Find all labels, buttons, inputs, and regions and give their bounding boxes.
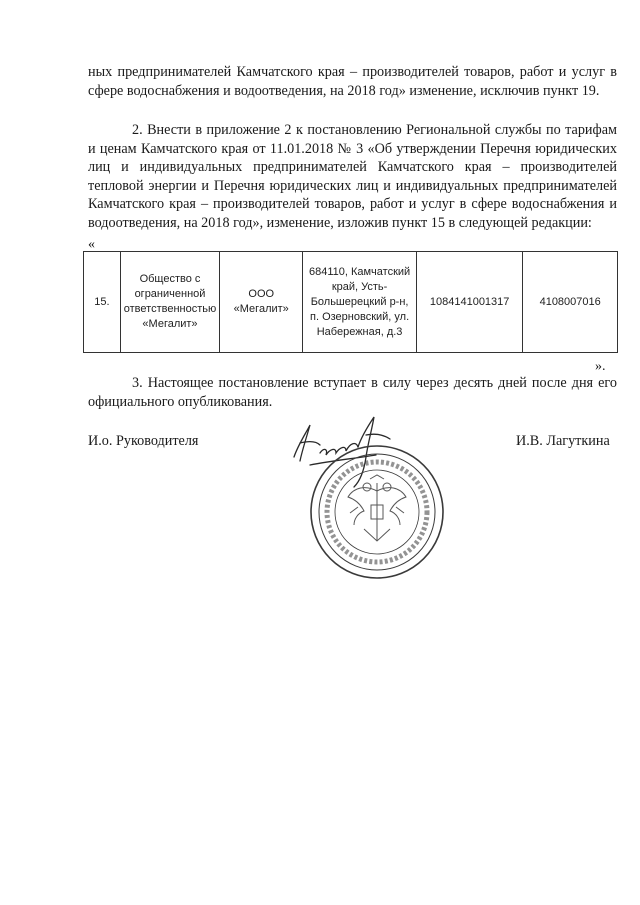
- amendment-table: [83, 251, 618, 353]
- quote-close: ».: [595, 359, 606, 374]
- handwritten-signature-icon: [294, 417, 390, 487]
- paragraph-continued: ных предпринимателей Камчатского края – производителей товаров, работ и услуг в сфере водоснабжения и водоотведения, на 2018 год» изменение, исключив пункт 19.: [88, 64, 617, 99]
- cell-ogrn: 1084141001317: [416, 252, 522, 353]
- paragraph-3: 3. Настоящее постановление вступает в силу через десять дней после дня его официального опубликования.: [88, 375, 617, 410]
- quote-open: «: [88, 237, 95, 252]
- table-row: [84, 252, 618, 353]
- signer-name: И.В. Лагуткина: [516, 433, 610, 449]
- stamp-seal-icon: [311, 446, 443, 578]
- cell-address: 684110, Камчатский край, Усть-Большерецкий р-н, п. Озерновский, ул. Набережная, д.3: [303, 252, 417, 353]
- cell-short-name: ООО «Мегалит»: [220, 252, 303, 353]
- paragraph-2: 2. Внести в приложение 2 к постановлению Региональной службы по тарифам и ценам Камчатского края от 11.01.2018 № 3 «Об утверждении Перечня юридических лиц и индивидуальных предпринимателей Камчатского края – производителей тепловой энергии и Перечня юридических лиц и индивидуальных предпринимателей Камчатского края – производителей товаров, работ и услуг в сфере водоснабжения и водоотведения, на 2018 год», изменение, изложив пункт 15 в следующей редакции:: [88, 122, 617, 231]
- official-seal-and-signature: [280, 395, 455, 585]
- signer-position: И.о. Руководителя: [88, 433, 199, 449]
- cell-inn: 4108007016: [523, 252, 618, 353]
- cell-number: 15.: [84, 252, 121, 353]
- cell-full-name: Общество с ограниченной ответственностью «Мегалит»: [120, 252, 219, 353]
